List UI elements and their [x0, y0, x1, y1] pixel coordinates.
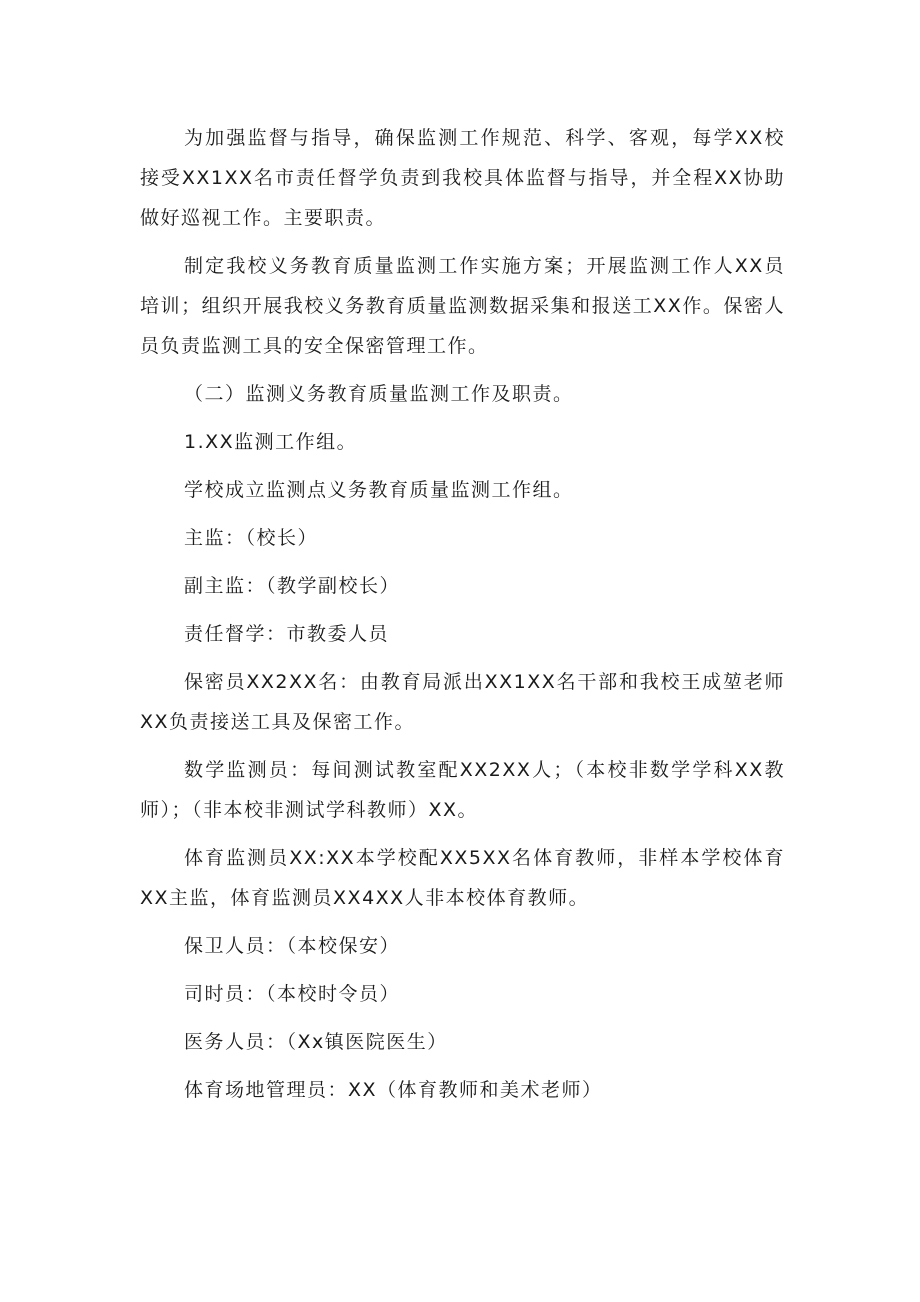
role-chief: 主监：（校长）	[184, 527, 319, 549]
role-security-officer: 保密员XX2XX名：由教育局派出XX1XX名干部和我校王成堃老师XX负责接送工具及保密工作。	[140, 671, 785, 733]
section-heading-2: （二）监测义务教育质量监测工作及职责。	[184, 383, 574, 405]
document-body	[140, 118, 785, 1118]
subsection-heading-1: 1.XX监测工作组。	[184, 431, 358, 453]
role-field-manager: 体育场地管理员：XX（体育教师和美术老师）	[184, 1079, 603, 1101]
role-math-monitor: 数学监测员：每间测试教室配XX2XX人；（本校非数学学科XX教师）；（非本校非测试学科教师）XX。	[140, 759, 785, 821]
role-deputy-chief: 副主监：（教学副校长）	[184, 575, 401, 597]
paragraph-duties: 制定我校义务教育质量监测工作实施方案；开展监测工作人XX员培训；组织开展我校义务教育质量监测数据采集和报送工XX作。保密人员负责监测工具的安全保密管理工作。	[140, 255, 785, 357]
role-supervisor: 责任督学：市教委人员	[184, 623, 390, 645]
role-medical: 医务人员：（Xx镇医院医生）	[184, 1031, 448, 1053]
role-guard: 保卫人员：（本校保安）	[184, 935, 401, 957]
paragraph-supervision: 为加强监督与指导，确保监测工作规范、科学、客观，每学XX校接受XX1XX名市责任督学负责到我校具体监督与指导，并全程XX协助做好巡视工作。主要职责。	[140, 127, 785, 229]
role-pe-monitor: 体育监测员XX:XX本学校配XX5XX名体育教师，非样本学校体育XX主监，体育监测员XX4XX人非本校体育教师。	[140, 847, 785, 909]
paragraph-workgroup: 学校成立监测点义务教育质量监测工作组。	[184, 479, 574, 501]
role-timekeeper: 司时员：（本校时令员）	[184, 983, 401, 1005]
